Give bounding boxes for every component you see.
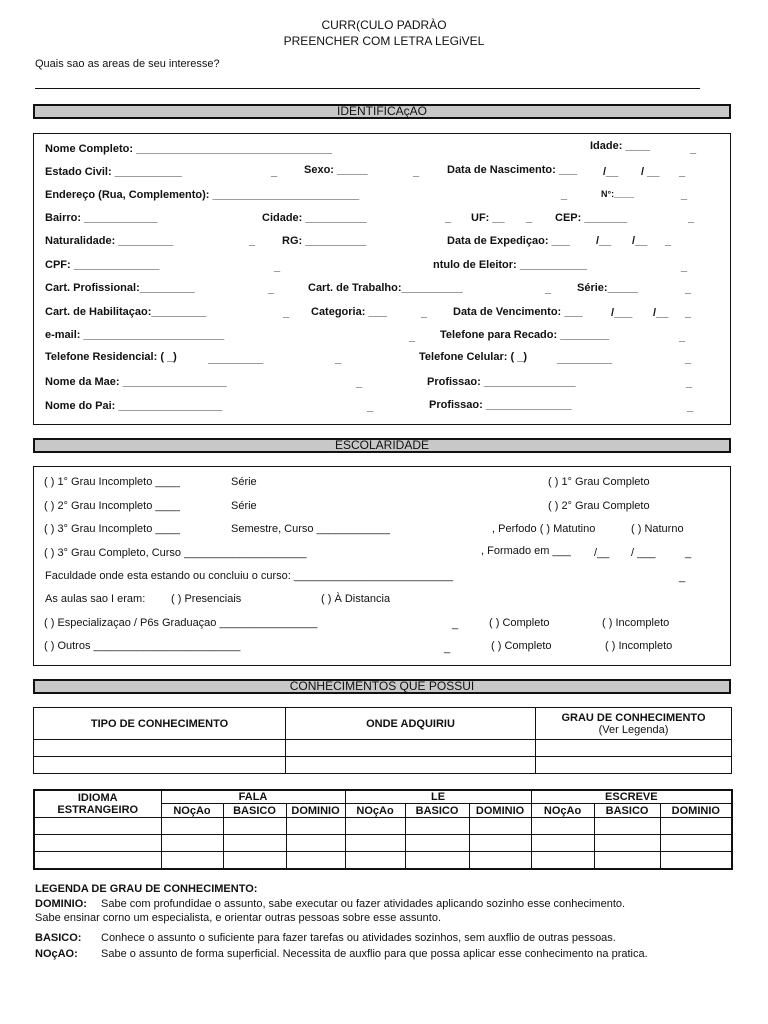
field-telefone-celular-end: _ [685, 353, 692, 365]
table-cell[interactable] [286, 818, 345, 835]
table-cell[interactable] [345, 835, 405, 852]
option-a-distancia[interactable]: ( ) À Distancia [321, 593, 391, 605]
col-fala: FALA [161, 790, 345, 804]
field-telefone-celular[interactable]: Telefone Celular: ( _) [419, 351, 527, 363]
field-formado-em[interactable]: , Formado em ___ [481, 545, 571, 557]
field-telefone-celular-numero[interactable]: _________ [557, 353, 613, 365]
option-periodo-matutino[interactable]: , Perfodo ( ) Matutino [492, 523, 596, 535]
section-identificacao-heading: IDENTIFICAçÃO [33, 104, 731, 119]
table-cell[interactable] [531, 852, 594, 869]
col-grau-title: GRAU DE CONHECIMENTO [561, 711, 706, 724]
field-nome-mae-end: _ [356, 377, 363, 389]
table-cell[interactable] [345, 852, 405, 869]
table-cell[interactable] [531, 835, 594, 852]
table-cell[interactable] [536, 740, 732, 757]
col-escreve-dominio: DOMINIO [660, 804, 732, 818]
field-data-expedicao-ano[interactable]: /__ [632, 235, 648, 247]
table-cell[interactable] [34, 757, 286, 774]
legenda-dominio-text-2: Sabe ensinar corno um especialista, e orientar outras pessoas sobre esse assunto. [35, 912, 442, 924]
table-cell[interactable] [286, 835, 345, 852]
field-telefone-residencial-end: _ [335, 353, 342, 365]
field-cpf[interactable]: CPF: ______________ [45, 259, 160, 271]
identificacao-box [33, 133, 731, 425]
table-cell[interactable] [223, 835, 286, 852]
table-cell[interactable] [161, 818, 223, 835]
field-uf-end: _ [526, 212, 533, 224]
col-idioma-label: IDIOMA [77, 792, 118, 804]
label-serie-1: Série [231, 476, 257, 488]
table-cell[interactable] [594, 818, 660, 835]
field-data-vencimento-mes[interactable]: /___ [611, 307, 633, 319]
field-idade[interactable]: Idade: ____ [590, 140, 650, 152]
table-cell[interactable] [536, 757, 732, 774]
label-serie-2: Série [231, 500, 257, 512]
field-sexo-end: _ [413, 166, 420, 178]
option-presenciais[interactable]: ( ) Presenciais [171, 593, 242, 605]
col-fala-nocao: NOçAo [161, 804, 223, 818]
field-endereco-end: _ [561, 189, 568, 201]
field-numero[interactable]: N°:____ [601, 189, 635, 199]
col-tipo-conhecimento: TIPO DE CONHECIMENTO [34, 708, 286, 740]
field-estado-civil[interactable]: Estado Civil: ___________ [45, 166, 182, 178]
col-le-basico: BASICO [405, 804, 469, 818]
table-cell[interactable] [594, 835, 660, 852]
col-onde-adquiriu: ONDE ADQUIRIU [286, 708, 536, 740]
field-telefone-residencial-numero[interactable]: _________ [208, 353, 264, 365]
section-conhecimentos-heading: CONHECIMENTOS QUE POSSUI [33, 679, 731, 694]
option-especializacao-completo[interactable]: ( ) Completo [489, 617, 550, 629]
table-cell[interactable] [405, 818, 469, 835]
table-cell[interactable] [34, 852, 161, 869]
field-naturalidade[interactable]: Naturalidade: _________ [45, 235, 174, 247]
field-cep-end: _ [688, 212, 695, 224]
field-titulo-eleitor[interactable]: ntulo de Eleitor: ___________ [433, 259, 588, 271]
option-especializacao-end: _ [452, 618, 459, 630]
option-periodo-noturno[interactable]: ( ) Naturno [631, 523, 684, 535]
field-profissao-pai-end: _ [687, 401, 694, 413]
table-cell[interactable] [469, 852, 531, 869]
field-cpf-end: _ [274, 261, 281, 273]
field-faculdade[interactable]: Faculdade onde esta estando ou concluiu o curso: __________________________ [45, 570, 453, 582]
field-cart-profissional[interactable]: Cart. Profissional:_________ [45, 282, 195, 294]
field-categoria-end: _ [421, 307, 428, 319]
field-serie[interactable]: Série:_____ [577, 282, 639, 294]
field-data-nascimento-ano[interactable]: / __ [641, 166, 660, 178]
table-cell[interactable] [161, 852, 223, 869]
legenda-title: LEGENDA DE GRAU DE CONHECIMENTO: [35, 883, 258, 895]
table-cell[interactable] [223, 818, 286, 835]
field-sexo[interactable]: Sexo: _____ [304, 164, 368, 176]
field-email[interactable]: e-mail: _______________________ [45, 329, 225, 341]
col-escreve-nocao: NOçAo [531, 804, 594, 818]
table-cell[interactable] [469, 818, 531, 835]
col-grau-legenda: (Ver Legenda) [598, 723, 669, 736]
table-cell[interactable] [594, 852, 660, 869]
col-le-dominio: DOMINIO [469, 804, 531, 818]
table-cell[interactable] [405, 852, 469, 869]
table-cell[interactable] [405, 835, 469, 852]
idiomas-table [33, 789, 733, 870]
field-naturalidade-end: _ [249, 235, 256, 247]
field-data-vencimento[interactable]: Data de Vencimento: ___ [453, 306, 583, 318]
field-data-vencimento-ano[interactable]: /__ [653, 307, 669, 319]
table-cell[interactable] [531, 818, 594, 835]
field-data-nascimento-end: _ [679, 166, 686, 178]
field-titulo-eleitor-end: _ [681, 261, 688, 273]
legenda-nocao-label: NOçAO: [35, 948, 78, 960]
col-le-nocao: NOçAo [345, 804, 405, 818]
field-profissao-pai[interactable]: Profissao: ______________ [429, 399, 572, 411]
table-cell[interactable] [469, 835, 531, 852]
col-le: LE [345, 790, 531, 804]
table-cell[interactable] [223, 852, 286, 869]
section-escolaridade-heading: ESCOLARIDADE [33, 438, 731, 453]
field-email-end: _ [409, 331, 416, 343]
table-cell[interactable] [660, 818, 732, 835]
page-subtitle: PREENCHER COM LETRA LEGiVEL [283, 34, 485, 48]
field-faculdade-end: _ [679, 571, 686, 583]
escolaridade-box [33, 466, 731, 666]
option-especializacao-incompleto[interactable]: ( ) Incompleto [602, 617, 670, 629]
field-data-vencimento-end: _ [685, 307, 692, 319]
legenda-dominio-text-1: Sabe com profundidae o assunto, sabe executar ou fazer atividades aplicando sozinho esse conhecimento. [101, 898, 626, 910]
option-outros-incompleto[interactable]: ( ) Incompleto [605, 640, 673, 652]
field-endereco[interactable]: Endereço (Rua, Complemento): ________________________ [45, 189, 360, 201]
col-escreve-basico: BASICO [594, 804, 660, 818]
conhecimentos-table [33, 707, 732, 774]
table-cell[interactable] [286, 740, 536, 757]
field-bairro[interactable]: Bairro: ____________ [45, 212, 158, 224]
interest-answer-line[interactable] [35, 88, 700, 89]
table-cell[interactable] [660, 852, 732, 869]
label-aulas: As aulas sao I eram: [45, 593, 146, 605]
col-escreve: ESCREVE [531, 790, 732, 804]
interest-question: Quais sao as areas de seu interesse? [35, 58, 220, 70]
table-cell[interactable] [660, 835, 732, 852]
table-cell[interactable] [286, 757, 536, 774]
table-cell[interactable] [286, 852, 345, 869]
field-rg[interactable]: RG: __________ [282, 235, 367, 247]
col-idioma [34, 790, 161, 818]
field-data-nascimento[interactable]: Data de Nascimento: ___ [447, 164, 578, 176]
field-cep[interactable]: CEP: _______ [555, 212, 628, 224]
legenda-nocao-text: Sabe o assunto de forma superficial. Necessita de auxflio para que possa aplicar esse conhecimento na pratica. [101, 948, 648, 960]
field-telefone-recado[interactable]: Telefone para Recado: ________ [440, 329, 610, 341]
field-nome-pai[interactable]: Nome do Pai: _________________ [45, 400, 223, 412]
option-3-grau-completo[interactable]: ( ) 3° Grau Completo, Curso ____________________ [44, 547, 307, 559]
field-nome-pai-end: _ [367, 401, 374, 413]
field-cart-habilitacao-end: _ [283, 307, 290, 319]
field-cart-trabalho[interactable]: Cart. de Trabalho:__________ [308, 282, 463, 294]
field-data-expedicao-mes[interactable]: /__ [596, 235, 612, 247]
field-nome-mae[interactable]: Nome da Mae: _________________ [45, 376, 227, 388]
legenda-dominio-label: DOMINIO: [35, 898, 87, 910]
field-data-expedicao-end: _ [665, 235, 672, 247]
field-data-nascimento-mes[interactable]: /__ [603, 166, 619, 178]
field-nome-completo[interactable]: Nome Completo: ________________________________ [45, 143, 332, 155]
table-cell[interactable] [34, 835, 161, 852]
field-formado-ano[interactable]: / ___ [631, 547, 656, 559]
option-1-grau-completo[interactable]: ( ) 1° Grau Completo [548, 476, 650, 488]
option-2-grau-incompleto[interactable]: ( ) 2° Grau Incompleto ____ [44, 500, 180, 512]
option-3-grau-incompleto[interactable]: ( ) 3° Grau Incompleto ____ [44, 523, 180, 535]
table-cell[interactable] [34, 818, 161, 835]
field-numero-end: _ [681, 189, 688, 201]
page-title: CURR(CULO PADRÀO [321, 18, 447, 32]
col-estrangeiro-label: ESTRANGEIRO [57, 804, 139, 816]
field-cart-profissional-end: _ [268, 283, 275, 295]
option-2-grau-completo[interactable]: ( ) 2° Grau Completo [548, 500, 650, 512]
field-formado-end: _ [685, 547, 692, 559]
table-cell[interactable] [34, 740, 286, 757]
field-cidade-end: _ [445, 212, 452, 224]
option-1-grau-incompleto[interactable]: ( ) 1° Grau Incompleto ____ [44, 476, 180, 488]
field-cidade[interactable]: Cidade: __________ [262, 212, 367, 224]
table-cell[interactable] [345, 818, 405, 835]
col-fala-basico: BASICO [223, 804, 286, 818]
field-formado-mes[interactable]: /__ [594, 547, 610, 559]
legenda-basico-label: BASICO: [35, 932, 82, 944]
field-serie-end: _ [685, 283, 692, 295]
field-cart-trabalho-end: _ [545, 283, 552, 295]
field-uf[interactable]: UF: __ [471, 212, 505, 224]
field-data-expedicao[interactable]: Data de Expediçao: ___ [447, 235, 570, 247]
option-outros[interactable]: ( ) Outros ________________________ [44, 640, 241, 652]
col-fala-dominio: DOMINIO [286, 804, 345, 818]
field-estado-civil-end: _ [271, 166, 278, 178]
field-categoria[interactable]: Categoria: ___ [311, 306, 387, 318]
field-telefone-residencial[interactable]: Telefone Residencial: ( _) [45, 351, 177, 363]
field-idade-end: _ [690, 143, 697, 155]
field-telefone-recado-end: _ [679, 331, 686, 343]
option-outros-end: _ [444, 642, 451, 654]
legenda-basico-text: Conhece o assunto o suficiente para fazer tarefas ou atividades sozinhos, sem auxflio de outras pessoas. [101, 932, 616, 944]
option-especializacao[interactable]: ( ) Especializaçao / P6s Graduaçao ________________ [44, 617, 318, 629]
table-cell[interactable] [161, 835, 223, 852]
col-grau-conhecimento [536, 708, 732, 740]
field-profissao-mae-end: _ [686, 377, 693, 389]
field-profissao-mae[interactable]: Profissao: _______________ [427, 376, 576, 388]
field-cart-habilitacao[interactable]: Cart. de Habilitaçao:_________ [45, 306, 207, 318]
option-outros-completo[interactable]: ( ) Completo [491, 640, 552, 652]
field-semestre-curso[interactable]: Semestre, Curso ____________ [231, 523, 390, 535]
